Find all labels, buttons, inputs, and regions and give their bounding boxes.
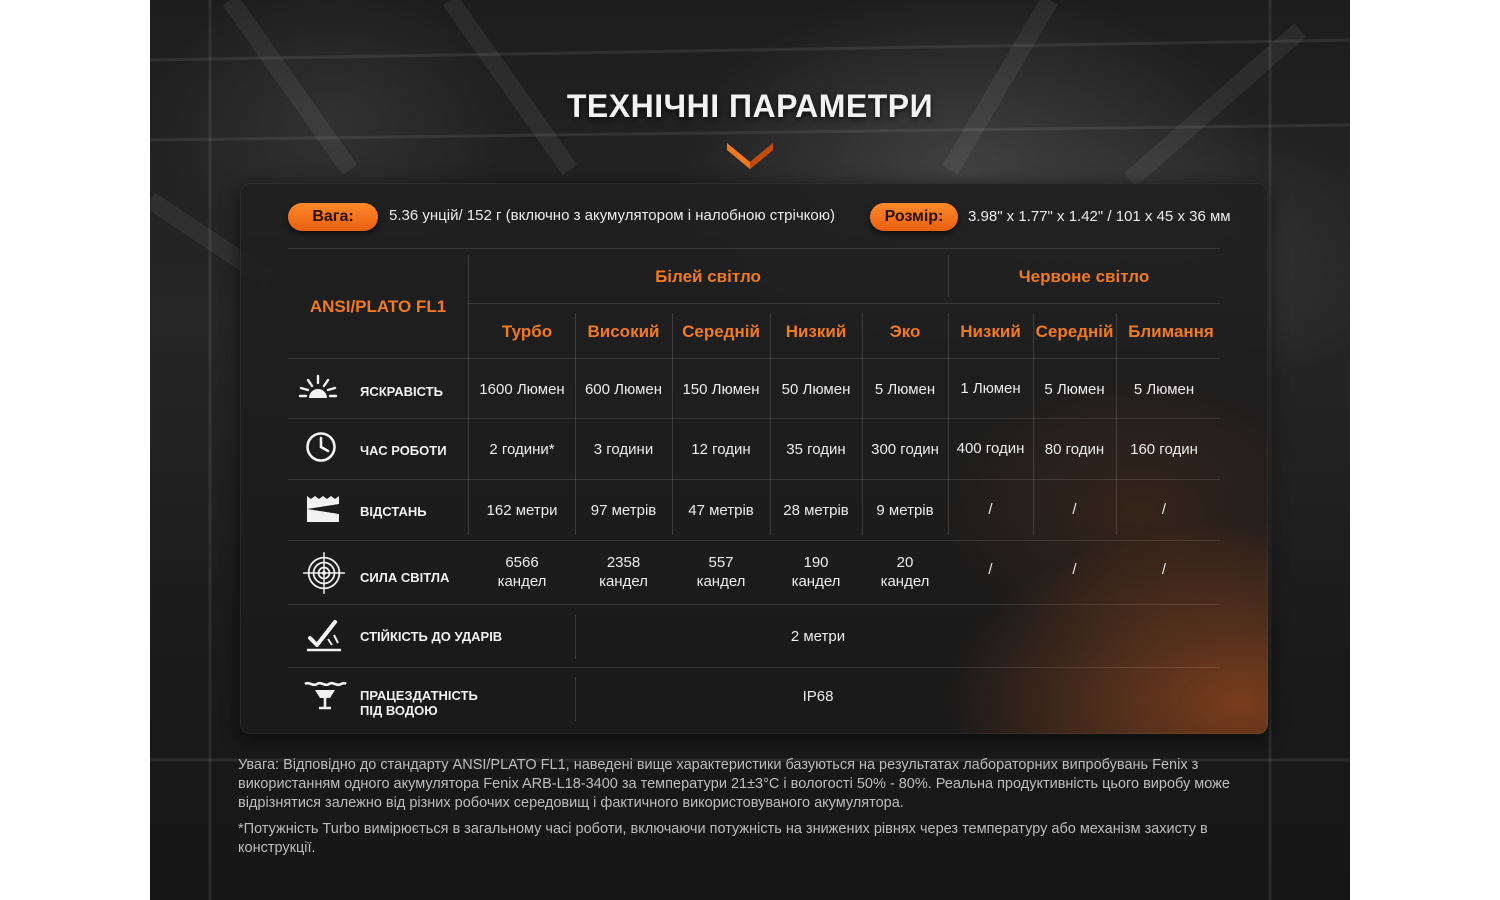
row-rule bbox=[288, 604, 1220, 605]
mode-header: Середній bbox=[682, 322, 760, 341]
row-rule bbox=[288, 418, 1220, 419]
cell: 190 кандел bbox=[791, 554, 841, 590]
cell: 28 метрів bbox=[783, 502, 849, 519]
cell: 5 Люмен bbox=[874, 381, 936, 398]
row-label-intensity: СИЛА СВІТЛА bbox=[360, 570, 450, 585]
row-label-brightness: ЯСКРАВІСТЬ bbox=[360, 384, 443, 399]
header-rule bbox=[288, 358, 1220, 359]
brightness-icon bbox=[298, 370, 338, 404]
size-label: Розмір: bbox=[870, 203, 958, 231]
cell: / bbox=[1161, 561, 1167, 578]
cell: 557 кандел bbox=[696, 554, 746, 590]
cell: 160 годин bbox=[1130, 441, 1198, 458]
cell: 50 Люмен bbox=[781, 381, 851, 398]
cell: 600 Люмен bbox=[584, 381, 663, 398]
cell: 9 метрів bbox=[876, 502, 934, 519]
mode-header: Эко bbox=[889, 322, 921, 341]
cell: 300 годин bbox=[871, 441, 939, 458]
page-title: ТЕХНІЧНІ ПАРАМЕТРИ bbox=[566, 88, 934, 124]
mode-header: Низкий bbox=[960, 322, 1021, 341]
cell: 1600 Люмен bbox=[479, 381, 565, 398]
cell: 97 метрів bbox=[590, 502, 657, 519]
cell: 6566 кандел bbox=[497, 554, 547, 590]
row-rule bbox=[288, 479, 1220, 480]
cell: 150 Люмен bbox=[682, 381, 760, 398]
weight-value: 5.36 унцій/ 152 г (включно з акумулятором і налобною стрічкою) bbox=[389, 207, 835, 224]
row-label-runtime: ЧАС РОБОТИ bbox=[360, 443, 447, 458]
row-label-distance: ВІДСТАНЬ bbox=[360, 504, 427, 519]
cell: 20 кандел bbox=[880, 554, 930, 590]
impact-icon bbox=[304, 618, 344, 652]
cell: 400 годин bbox=[956, 440, 1025, 457]
cell: 5 Люмен bbox=[1133, 381, 1195, 398]
distance-icon bbox=[304, 492, 344, 526]
cell: 12 годин bbox=[691, 441, 751, 458]
clock-icon bbox=[304, 430, 344, 464]
row-rule bbox=[288, 667, 1220, 668]
cell: 47 метрів bbox=[688, 502, 754, 519]
mode-header: Блимання bbox=[1128, 322, 1214, 341]
standard-label: ANSI/PLATO FL1 bbox=[309, 297, 447, 316]
water-label-line1: ПРАЦЕЗДАТНІСТЬ bbox=[360, 688, 478, 703]
row-label-impact: СТІЙКІСТЬ ДО УДАРІВ bbox=[360, 629, 503, 644]
cell: 2 години* bbox=[489, 441, 555, 458]
cell: 5 Люмен bbox=[1044, 381, 1105, 398]
mode-header: Середній bbox=[1035, 322, 1114, 341]
size-value: 3.98" x 1.77" x 1.42" / 101 x 45 x 36 мм bbox=[968, 208, 1231, 225]
group-white-light: Білей світло bbox=[655, 267, 761, 286]
mode-header: Низкий bbox=[785, 322, 847, 341]
cell: / bbox=[988, 561, 993, 578]
weight-label: Вага: bbox=[288, 203, 378, 231]
impact-value: 2 метри bbox=[790, 628, 846, 645]
waterproof-icon bbox=[302, 678, 348, 712]
cell: 80 годин bbox=[1044, 441, 1105, 458]
chevron-down-icon bbox=[727, 140, 773, 170]
disclaimer-note: Увага: Відповідно до стандарту ANSI/PLATO FL1, наведені вище характеристики базуються на результатах лабораторних випробувань Fenix з використанням одного акумулятора Fenix ARB-L18-3400 за температури 21±3°C і вологості 50% - 80%. Реальна продуктивність цього виробу може відрізнятися залежно від різних робочих середовищ і фактичного використовуваного акумулятора. bbox=[238, 757, 1230, 811]
row-rule bbox=[288, 540, 1220, 541]
target-icon bbox=[302, 551, 346, 595]
cell: 3 години bbox=[593, 441, 654, 458]
turbo-footnote: *Потужність Turbo вимірюється в загальному часі роботи, включаючи потужність на знижених рівнях через температуру або механізм захисту в конструкції. bbox=[238, 821, 1208, 856]
table-top-rule bbox=[288, 248, 1220, 249]
cell: 162 метри bbox=[486, 502, 558, 519]
group-red-light: Червоне світло bbox=[1018, 267, 1150, 286]
row-label-water bbox=[360, 688, 478, 718]
spec-panel bbox=[240, 183, 1268, 734]
mode-header: Турбо bbox=[501, 322, 553, 341]
cell: / bbox=[1072, 561, 1077, 578]
water-label-line2: ПІД ВОДОЮ bbox=[360, 703, 438, 718]
cell: 35 годин bbox=[786, 441, 846, 458]
cell: 1 Люмен bbox=[960, 380, 1021, 397]
water-value: IP68 bbox=[802, 688, 834, 705]
spec-sheet bbox=[150, 0, 1350, 900]
cell: / bbox=[1161, 501, 1167, 518]
cell: / bbox=[988, 501, 993, 518]
cell: 2358 кандел bbox=[599, 554, 648, 590]
cell: / bbox=[1072, 501, 1077, 518]
group-rule bbox=[468, 303, 1220, 304]
mode-header: Високий bbox=[587, 322, 660, 341]
